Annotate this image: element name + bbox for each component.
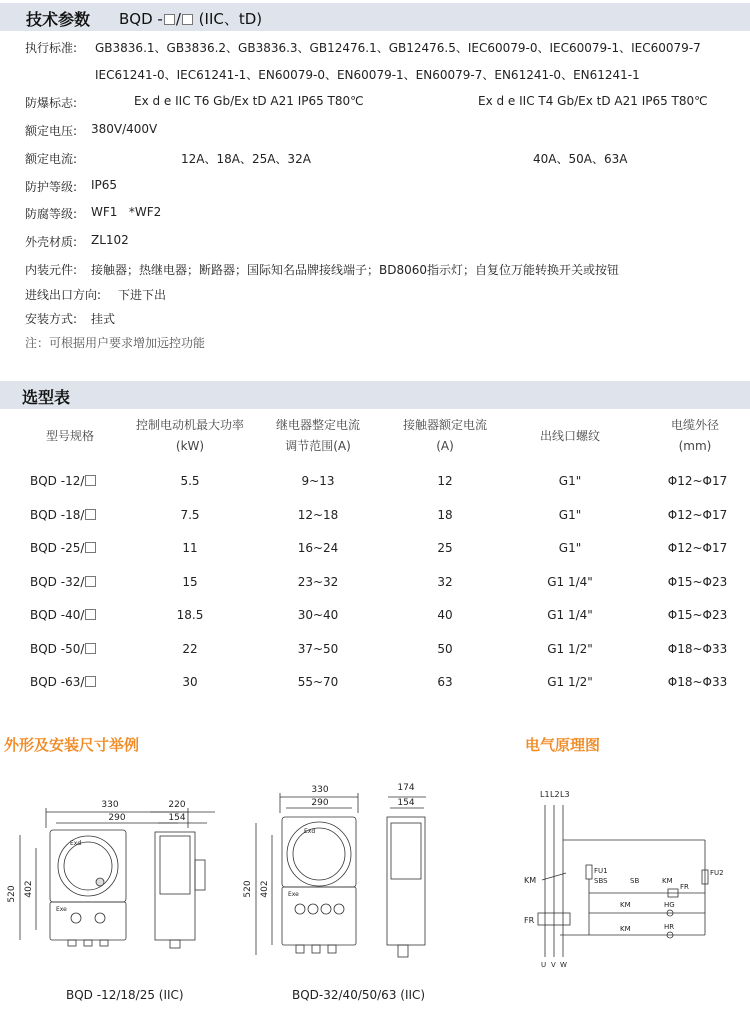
cell-relay: 16~24 bbox=[297, 541, 339, 555]
blank-box-icon bbox=[85, 475, 96, 486]
cell-power: 15 bbox=[182, 574, 198, 589]
cell-relay: 30~40 bbox=[297, 608, 339, 622]
blank-box-icon bbox=[85, 576, 96, 587]
cell-thread: G1 1/2" bbox=[547, 675, 593, 689]
small-width-outer: 330 bbox=[101, 800, 119, 810]
cell-model: BQD -18/ bbox=[30, 508, 120, 522]
small-side-inner: 154 bbox=[168, 813, 186, 823]
cell-thread: G1" bbox=[558, 474, 582, 488]
cell-cable: Φ12~Φ17 bbox=[667, 541, 728, 555]
cell-contactor: 12 bbox=[437, 474, 453, 488]
cell-contactor: 50 bbox=[437, 641, 453, 656]
large-width-inner: 290 bbox=[311, 798, 329, 808]
blank-box-icon bbox=[85, 643, 96, 654]
col-header-cable: 电缆外径 (mm) bbox=[670, 418, 719, 453]
cell-model: BQD -12/ bbox=[30, 474, 120, 488]
large-height-outer: 520 bbox=[243, 880, 253, 898]
cell-power: 22 bbox=[182, 641, 198, 656]
small-height-outer: 520 bbox=[7, 885, 17, 903]
circuit-km-main: KM bbox=[524, 876, 537, 885]
cell-thread: G1" bbox=[558, 541, 582, 555]
selection-table-header bbox=[0, 381, 750, 409]
cell-contactor: 40 bbox=[437, 608, 453, 622]
model-code: BQD - / (IIC、tD) bbox=[119, 10, 263, 28]
cell-power: 11 bbox=[182, 541, 198, 555]
large-exe-label: Exe bbox=[288, 891, 299, 898]
large-enclosure-caption: BQD-32/40/50/63 (IIC) bbox=[292, 988, 426, 1002]
circuit-v: V bbox=[551, 961, 556, 969]
cell-cable: Φ15~Φ23 bbox=[667, 574, 728, 589]
cell-relay: 23~32 bbox=[297, 574, 339, 589]
cell-model: BQD -50/ bbox=[30, 642, 120, 656]
circuit-km-coil: KM bbox=[662, 877, 673, 885]
cell-relay: 9~13 bbox=[301, 474, 335, 488]
circuit-w: W bbox=[560, 961, 567, 969]
cell-power: 30 bbox=[182, 675, 198, 689]
cell-relay: 12~18 bbox=[297, 507, 339, 522]
cell-cable: Φ15~Φ23 bbox=[667, 608, 728, 622]
small-exd-label: Exd bbox=[70, 840, 82, 847]
cell-thread: G1 1/4" bbox=[547, 574, 593, 589]
cell-power: 5.5 bbox=[180, 474, 200, 488]
cell-model: BQD -25/ bbox=[30, 541, 120, 555]
blank-box-icon bbox=[85, 676, 96, 687]
circuit-diagram bbox=[520, 785, 730, 970]
circuit-fu2: FU2 bbox=[710, 869, 724, 877]
cell-power: 18.5 bbox=[176, 608, 204, 622]
blank-box-icon bbox=[85, 609, 96, 620]
cell-cable: Φ18~Φ33 bbox=[667, 675, 728, 689]
circuit-hg: HG bbox=[664, 901, 675, 909]
large-width-outer: 330 bbox=[311, 785, 329, 795]
circuit-l3: L3 bbox=[560, 790, 570, 799]
large-enclosure-drawing bbox=[240, 775, 440, 980]
cell-model: BQD -32/ bbox=[30, 575, 120, 589]
selection-table-title: 选型表 bbox=[22, 388, 71, 407]
small-height-inner: 402 bbox=[24, 880, 34, 898]
small-width-inner: 290 bbox=[108, 813, 126, 823]
col-header-model: 型号规格 bbox=[45, 429, 94, 443]
small-enclosure-caption: BQD -12/18/25 (IIC) bbox=[66, 988, 184, 1002]
cell-cable: Φ12~Φ17 bbox=[667, 507, 728, 522]
cell-power: 7.5 bbox=[180, 507, 200, 522]
cell-contactor: 18 bbox=[437, 507, 453, 522]
circuit-u: U bbox=[541, 961, 547, 969]
col-header-contactor: 接触器额定电流 (A) bbox=[402, 418, 487, 453]
circuit-l1: L1 bbox=[540, 790, 550, 799]
blank-box-icon bbox=[85, 542, 96, 553]
circuit-fr-main: FR bbox=[524, 916, 535, 925]
cell-relay: 55~70 bbox=[297, 675, 339, 689]
circuit-km-aux: KM bbox=[620, 925, 631, 933]
large-exd-label: Exd bbox=[304, 828, 316, 835]
cell-contactor: 25 bbox=[437, 541, 453, 555]
blank-box-icon bbox=[182, 14, 193, 25]
cell-model: BQD -63/ bbox=[30, 675, 120, 689]
cell-contactor: 32 bbox=[437, 574, 453, 589]
large-side-outer: 174 bbox=[397, 783, 415, 793]
col-header-power: 控制电动机最大功率 (kW) bbox=[135, 418, 244, 453]
circuit-hr: HR bbox=[664, 923, 675, 931]
blank-box-icon bbox=[85, 509, 96, 520]
circuit-title: 电气原理图 bbox=[525, 736, 601, 754]
cell-thread: G1 1/2" bbox=[547, 641, 593, 656]
circuit-sb: SB bbox=[630, 877, 640, 885]
cell-thread: G1" bbox=[558, 507, 582, 522]
cell-cable: Φ18~Φ33 bbox=[667, 641, 728, 656]
circuit-km-hold: KM bbox=[620, 901, 631, 909]
cell-cable: Φ12~Φ17 bbox=[667, 474, 728, 488]
small-enclosure-drawing bbox=[0, 790, 230, 975]
dimensions-title: 外形及安装尺寸举例 bbox=[4, 736, 140, 754]
large-side-inner: 154 bbox=[397, 798, 415, 808]
cell-relay: 37~50 bbox=[297, 641, 339, 656]
circuit-l2: L2 bbox=[550, 790, 560, 799]
circuit-fu1: FU1 bbox=[594, 867, 608, 875]
circuit-sbs: SBS bbox=[594, 877, 608, 885]
blank-box-icon bbox=[164, 14, 175, 25]
col-header-relay: 继电器整定电流 调节范围(A) bbox=[275, 418, 360, 453]
tech-params-title: 技术参数 bbox=[26, 10, 91, 29]
circuit-fr-contact: FR bbox=[680, 883, 689, 891]
cell-model: BQD -40/ bbox=[30, 608, 120, 622]
small-exe-label: Exe bbox=[56, 906, 67, 913]
small-side-outer: 220 bbox=[168, 800, 186, 810]
col-header-thread: 出线口螺纹 bbox=[539, 429, 600, 443]
cell-contactor: 63 bbox=[437, 675, 453, 689]
cell-thread: G1 1/4" bbox=[547, 608, 593, 622]
tech-params-header bbox=[0, 3, 750, 31]
large-height-inner: 402 bbox=[260, 880, 270, 898]
